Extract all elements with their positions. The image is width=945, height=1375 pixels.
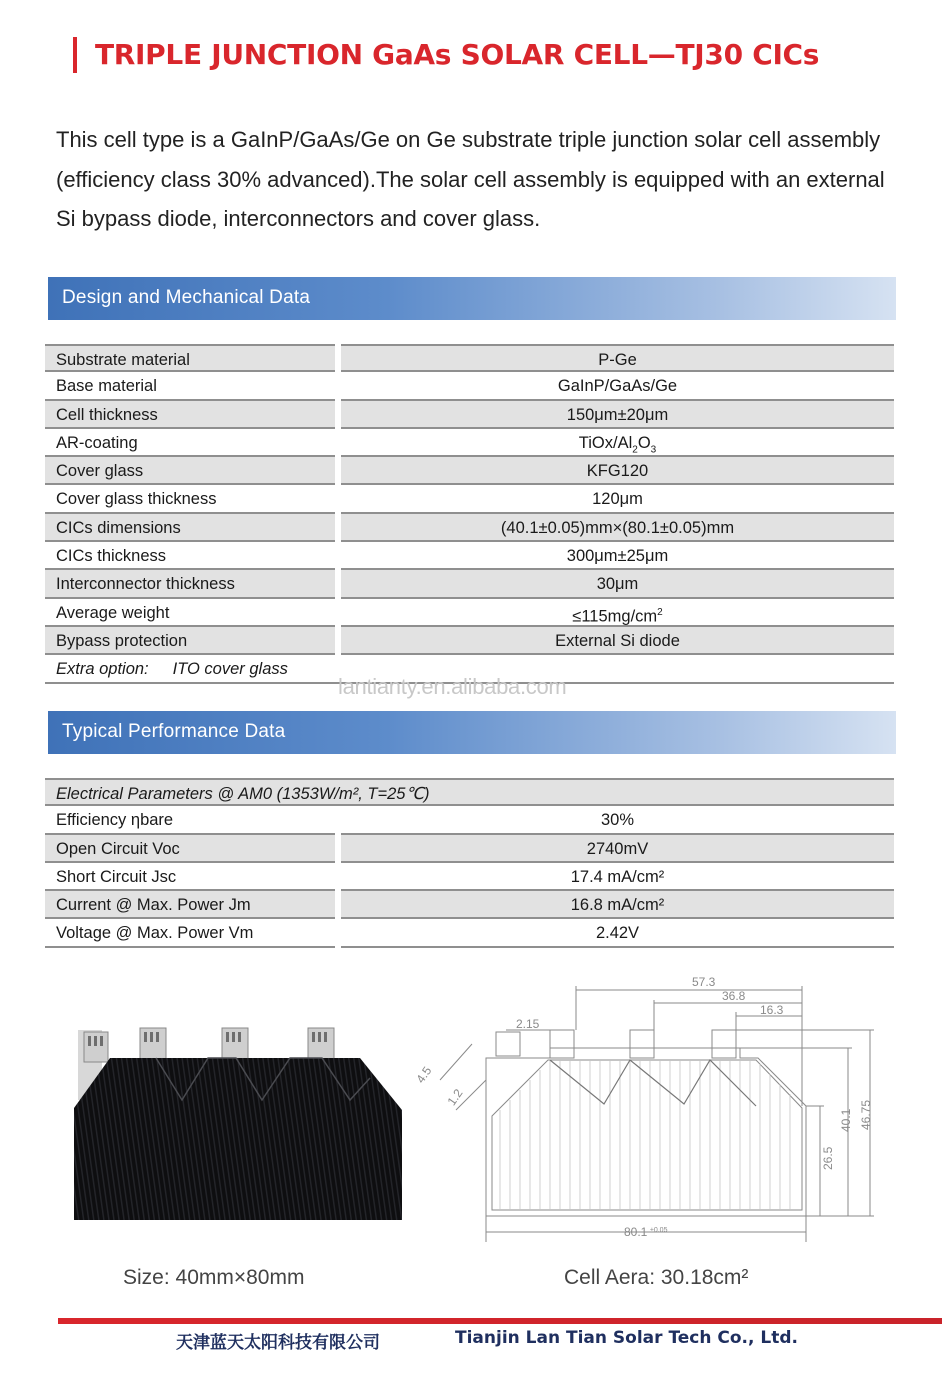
table-row (45, 344, 894, 372)
technical-drawing (400, 970, 900, 1255)
row-label: AR-coating (45, 429, 335, 457)
dim-line-4-5 (440, 1044, 472, 1080)
row-value: External Si diode (341, 627, 894, 655)
row-value: 16.8 mA/cm² (341, 891, 894, 919)
dim-label-16: 16.3 (760, 1003, 784, 1017)
table-row (45, 627, 894, 655)
table-row (45, 401, 894, 429)
row-value: 30μm (341, 570, 894, 598)
row-value: 30% (341, 806, 894, 834)
row-value: 120μm (341, 485, 894, 513)
table-row (45, 806, 894, 834)
row-value: KFG120 (341, 457, 894, 485)
table-row (45, 457, 894, 485)
row-value (341, 599, 894, 627)
row-label: Open Circuit Voc (45, 835, 335, 863)
table-row (45, 372, 894, 400)
table-row (45, 891, 894, 919)
active-area-outline (492, 1060, 802, 1210)
table-row (45, 429, 894, 457)
table-row (45, 542, 894, 570)
dim-label-36: 36.8 (722, 989, 746, 1003)
row-label: Average weight (45, 599, 335, 627)
solar-cell-photo (70, 1020, 410, 1230)
dim-label-4-5: 4.5 (413, 1064, 435, 1086)
page-title: TRIPLE JUNCTION GaAs SOLAR CELL—TJ30 CICs (95, 38, 820, 71)
footer-divider (58, 1318, 942, 1324)
row-label: CICs thickness (45, 542, 335, 570)
dim-label-80-1: 80.1 (624, 1225, 648, 1239)
row-label: Interconnector thickness (45, 570, 335, 598)
ar-coating-sub1: 2 (632, 444, 638, 456)
ar-coating-part1: TiOx/Al (578, 433, 633, 452)
company-name-chinese: 天津蓝天太阳科技有限公司 (176, 1333, 380, 1353)
cell-surface (74, 1058, 402, 1220)
design-section-title: Design and Mechanical Data (62, 287, 311, 308)
ar-coating-part2: O (637, 433, 651, 452)
row-value: GaInP/GaAs/Ge (341, 372, 894, 400)
params-header: Electrical Parameters @ AM0 (1353W/m², T=25℃) (45, 778, 894, 806)
table-row (45, 919, 894, 947)
ar-coating-sub2: 3 (650, 444, 657, 456)
row-label: Cover glass (45, 457, 335, 485)
design-section-header (48, 277, 896, 320)
dim-label-40-1: 40.1 (839, 1108, 853, 1132)
row-label: Short Circuit Jsc (45, 863, 335, 891)
tab-3 (712, 1030, 736, 1058)
dim-label-57: 57.3 (692, 975, 716, 989)
tab-side (496, 1032, 520, 1056)
finger-lines (500, 1060, 790, 1210)
busbar-outline (550, 1060, 756, 1106)
row-value: 2.42V (341, 919, 894, 947)
table-row (45, 485, 894, 513)
table-row-params-header (45, 778, 894, 806)
table-row (45, 599, 894, 627)
row-label: Current @ Max. Power Jm (45, 891, 335, 919)
caption-size: Size: 40mm×80mm (123, 1266, 305, 1289)
watermark: lantianty.en.alibaba.com (338, 674, 567, 699)
row-value: 2740mV (341, 835, 894, 863)
interconnector-tabs (84, 1028, 334, 1062)
weight-value: ≤115mg/cm (572, 607, 658, 626)
performance-table (45, 778, 894, 948)
row-label: Bypass protection (45, 627, 335, 655)
weight-sup: 2 (657, 606, 663, 618)
tab-1 (550, 1030, 574, 1058)
table-row (45, 570, 894, 598)
table-row (45, 863, 894, 891)
dim-label-26-5: 26.5 (821, 1146, 835, 1170)
row-value: P-Ge (341, 344, 894, 372)
row-label: Voltage @ Max. Power Vm (45, 919, 335, 947)
row-label: Cover glass thickness (45, 485, 335, 513)
table-row (45, 514, 894, 542)
caption-cell-area: Cell Aera: 30.18cm² (564, 1266, 749, 1289)
row-label: Base material (45, 372, 335, 400)
title-accent-bar (73, 37, 77, 73)
extra-option-value: ITO cover glass (172, 660, 288, 679)
tab-2 (630, 1030, 654, 1058)
dim-tolerance: ±0.05 (650, 1227, 668, 1234)
company-name-english: Tianjin Lan Tian Solar Tech Co., Ltd. (455, 1328, 798, 1348)
dim-label-46-75: 46.75 (859, 1099, 873, 1130)
row-value: 300μm±25μm (341, 542, 894, 570)
row-label: Cell thickness (45, 401, 335, 429)
performance-section-header (48, 711, 896, 754)
extra-option-label: Extra option: (56, 660, 149, 679)
row-value: (40.1±0.05)mm×(80.1±0.05)mm (341, 514, 894, 542)
design-table (45, 344, 894, 684)
row-label: Efficiency ηbare (45, 806, 335, 834)
intro-paragraph: This cell type is a GaInP/GaAs/Ge on Ge substrate triple junction solar cell assembly (efficiency class 30% advanced).The solar cell assembly is equipped with an external Si bypass diode, interconnectors and cover glass. (56, 127, 885, 231)
row-value (341, 429, 894, 457)
dim-label-2-15: 2.15 (516, 1017, 540, 1031)
table-row (45, 835, 894, 863)
row-value: 17.4 mA/cm² (341, 863, 894, 891)
row-label: Substrate material (45, 344, 335, 372)
row-label: CICs dimensions (45, 514, 335, 542)
row-value: 150μm±20μm (341, 401, 894, 429)
performance-section-title: Typical Performance Data (62, 721, 286, 742)
dim-label-1-2: 1.2 (444, 1086, 466, 1109)
